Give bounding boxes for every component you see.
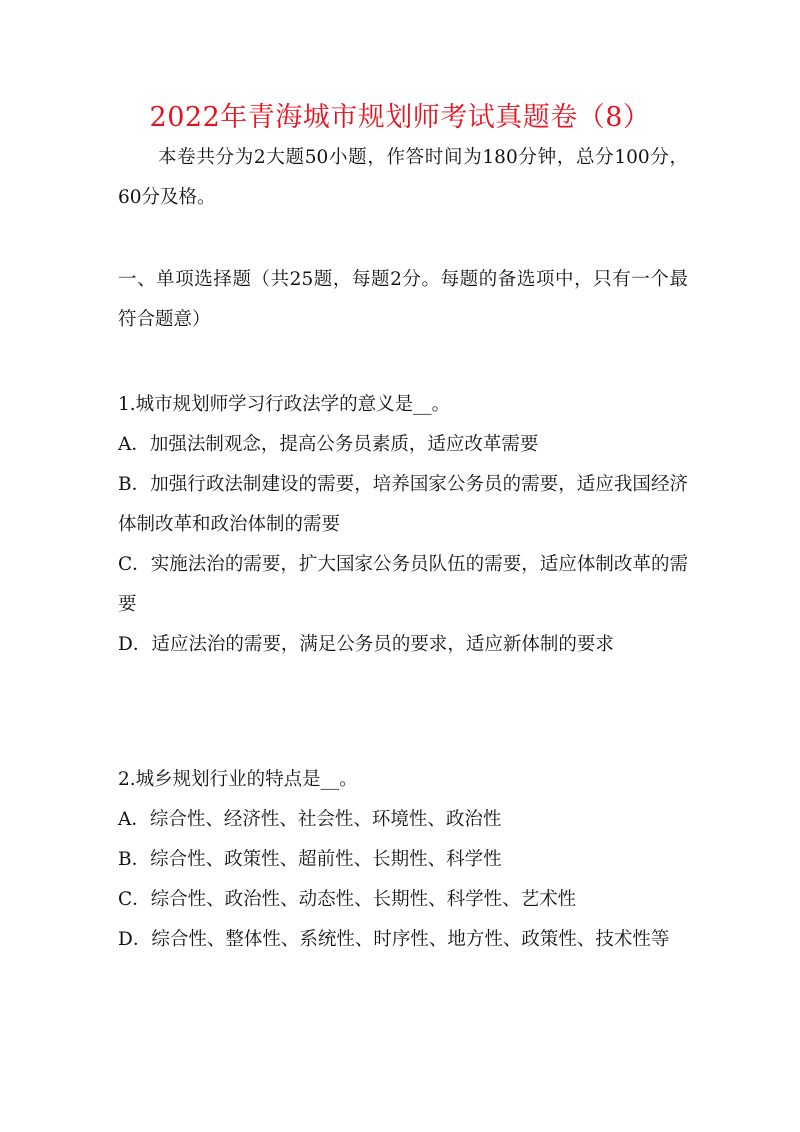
section-heading: 一、单项选择题（共25题，每题2分。每题的备选项中，只有一个最符合题意） [118, 269, 688, 330]
question-stem: 2.城乡规划行业的特点是__。 [118, 769, 358, 790]
option-b: B．综合性、政策性、超前性、长期性、科学性 [118, 849, 502, 870]
intro-block [118, 138, 688, 218]
question-1 [118, 385, 688, 665]
option-c: C．实施法治的需要，扩大国家公务员队伍的需要，适应体制改革的需要 [118, 554, 688, 615]
option-b: B．加强行政法制建设的需要，培养国家公务员的需要，适应我国经济体制改革和政治体制的需要 [118, 474, 688, 535]
option-a: A．综合性、经济性、社会性、环境性、政治性 [118, 809, 502, 830]
page-title: 2022年青海城市规划师考试真题卷（8） [149, 102, 651, 133]
option-c: C．综合性、政治性、动态性、长期性、科学性、艺术性 [118, 889, 577, 910]
section-block [118, 260, 688, 340]
intro-paragraph: 本卷共分为2大题50小题，作答时间为180分钟，总分100分，60分及格。 [118, 147, 688, 208]
question-2 [118, 760, 688, 960]
option-d: D．适应法治的需要，满足公务员的要求，适应新体制的要求 [118, 634, 614, 655]
question-stem: 1.城市规划师学习行政法学的意义是__。 [118, 394, 451, 415]
option-d: D．综合性、整体性、系统性、时序性、地方性、政策性、技术性等 [118, 929, 670, 950]
option-a: A．加强法制观念，提高公务员素质，适应改革需要 [118, 434, 539, 455]
